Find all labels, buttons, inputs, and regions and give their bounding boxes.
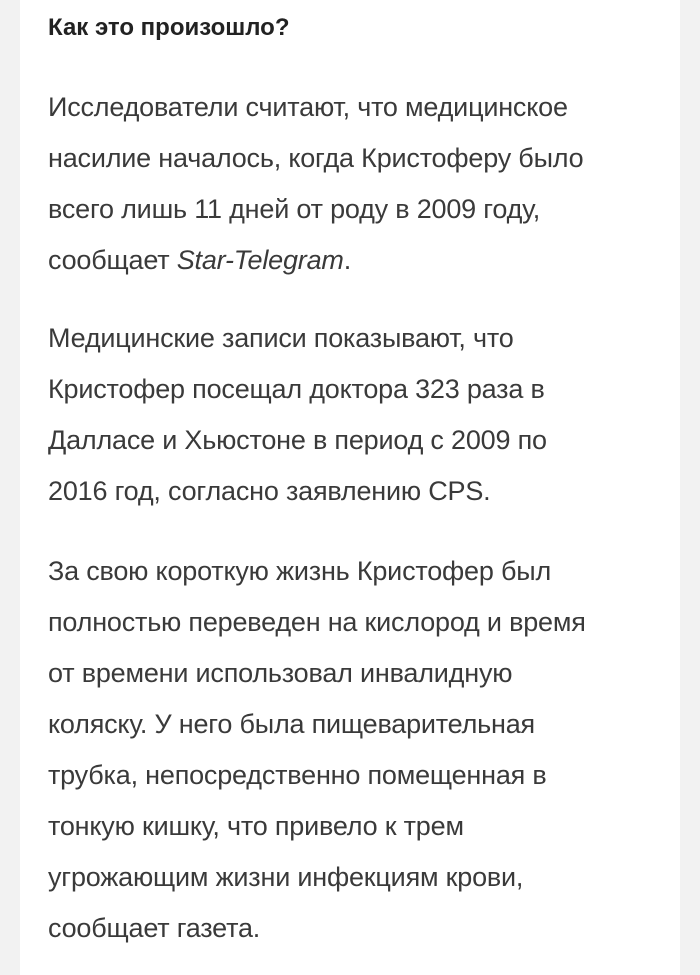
paragraph-2 [48, 313, 547, 517]
section-heading: Как это произошло? [48, 14, 290, 41]
paragraph-1 [48, 82, 583, 286]
paragraph-line: от времени использовал инвалидную [48, 658, 513, 688]
paragraph-line: 2016 год, согласно заявлению CPS. [48, 476, 491, 506]
source-suffix: . [343, 245, 352, 275]
paragraph-line: полностью переведен на кислород и время [48, 607, 586, 637]
paragraph-line: всего лишь 11 дней от роду в 2009 году, [48, 194, 541, 224]
paragraph-line: насилие началось, когда Кристоферу было [48, 143, 584, 173]
source-name: Star-Telegram [176, 245, 344, 275]
paragraph-line: Исследователи считают, что медицинское [48, 92, 568, 122]
article-card [20, 0, 680, 975]
paragraph-line: сообщает газета. [48, 913, 261, 943]
paragraph-line: За свою короткую жизнь Кристофер был [48, 556, 552, 586]
paragraph-line [48, 235, 583, 286]
paragraph-line: тонкую кишку, что привело к трем [48, 811, 464, 841]
paragraph-line: угрожающим жизни инфекциям крови, [48, 862, 524, 892]
paragraph-line: Медицинские записи показывают, что [48, 323, 514, 353]
paragraph-line: Далласе и Хьюстоне в период с 2009 по [48, 425, 547, 455]
paragraph-3 [48, 546, 586, 954]
paragraph-line: трубка, непосредственно помещенная в [48, 760, 547, 790]
paragraph-line: Кристофер посещал доктора 323 раза в [48, 374, 545, 404]
paragraph-line: коляску. У него была пищеварительная [48, 709, 535, 739]
source-prefix: сообщает [48, 245, 177, 275]
